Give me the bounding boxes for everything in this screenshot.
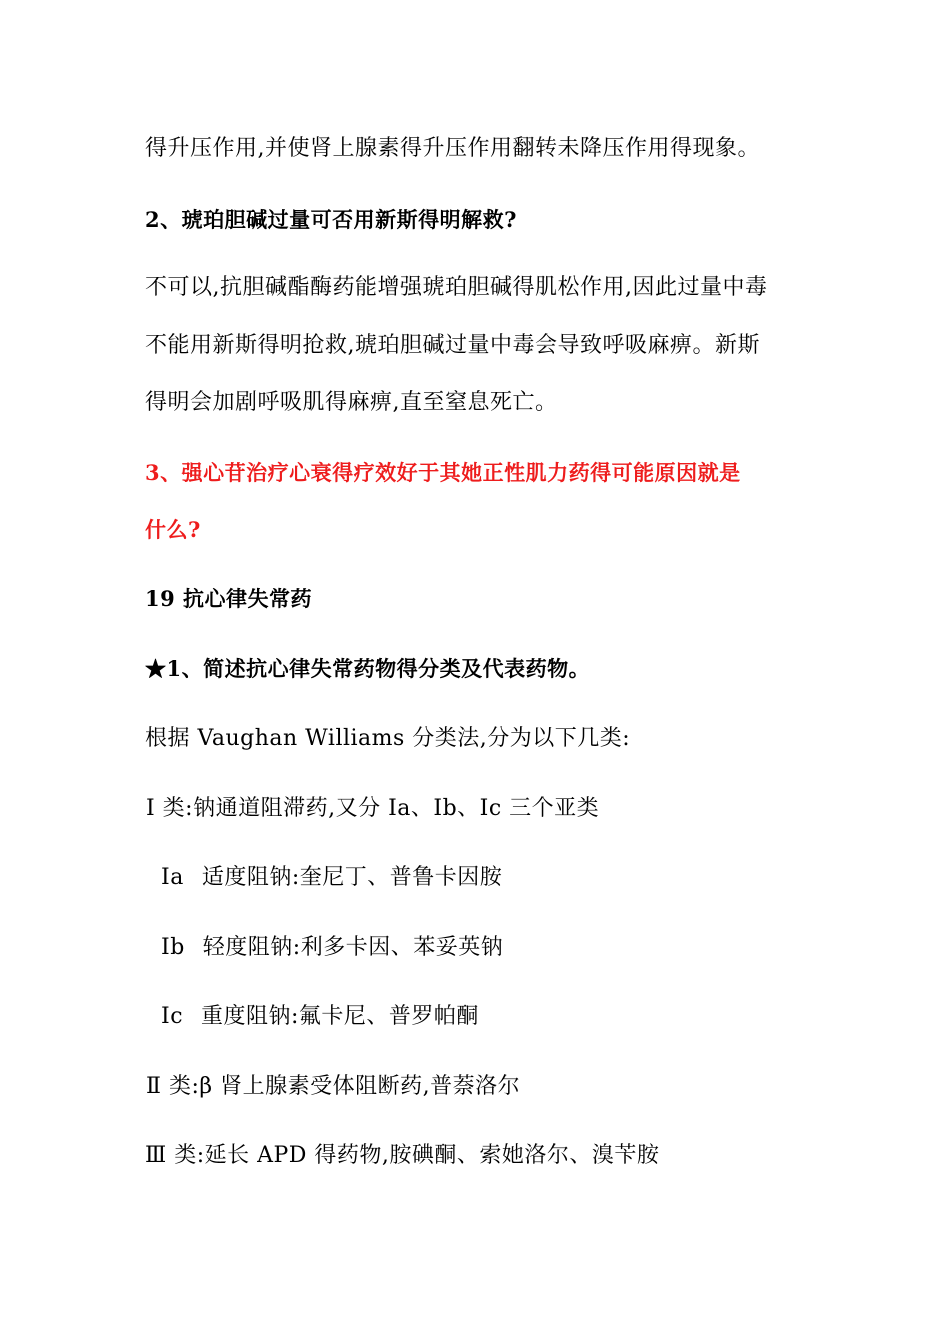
question-1-heading: ★1、简述抗心律失常药物得分类及代表药物。 bbox=[145, 656, 591, 681]
paragraph-continuation: 得升压作用,并使肾上腺素得升压作用翻转未降压作用得现象。 bbox=[145, 136, 760, 161]
subclass-ia-code: Ia bbox=[161, 865, 184, 890]
question-2-answer-line-2: 不能用新斯得明抢救,琥珀胆碱过量中毒会导致呼吸麻痹。新斯 bbox=[145, 333, 760, 358]
question-2-heading: 2、琥珀胆碱过量可否用新斯得明解救? bbox=[145, 207, 517, 232]
question-3-heading-line-1: 3、强心苷治疗心衰得疗效好于其她正性肌力药得可能原因就是 bbox=[145, 460, 741, 485]
subclass-ib-text: 轻度阻钠:利多卡因、苯妥英钠 bbox=[202, 935, 504, 960]
class-1-line: Ⅰ 类:钠通道阻滞药,又分 Ia、Ib、Ic 三个亚类 bbox=[146, 796, 600, 821]
subclass-ia-text: 适度阻钠:奎尼丁、普鲁卡因胺 bbox=[201, 865, 503, 890]
subclass-ic-text: 重度阻钠:氟卡尼、普罗帕酮 bbox=[201, 1004, 479, 1029]
subclass-ic-line bbox=[161, 1002, 479, 1032]
subclass-ib-code: Ib bbox=[161, 935, 185, 960]
section-title: 19 抗心律失常药 bbox=[145, 586, 313, 611]
question-2-answer-line-3: 得明会加剧呼吸肌得麻痹,直至窒息死亡。 bbox=[145, 390, 558, 415]
question-2-answer-line-1: 不可以,抗胆碱酯酶药能增强琥珀胆碱得肌松作用,因此过量中毒 bbox=[145, 275, 768, 300]
class-3-line: Ⅲ 类:延长 APD 得药物,胺碘酮、索她洛尔、溴苄胺 bbox=[145, 1143, 660, 1168]
class-2-line: Ⅱ 类:β 肾上腺素受体阻断药,普萘洛尔 bbox=[146, 1074, 521, 1099]
subclass-ib-line bbox=[161, 933, 503, 963]
subclass-ic-code: Ic bbox=[161, 1004, 184, 1029]
subclass-ia-line bbox=[161, 863, 502, 893]
classification-intro: 根据 Vaughan Williams 分类法,分为以下几类: bbox=[145, 726, 631, 751]
question-3-heading-line-2: 什么? bbox=[145, 517, 201, 542]
